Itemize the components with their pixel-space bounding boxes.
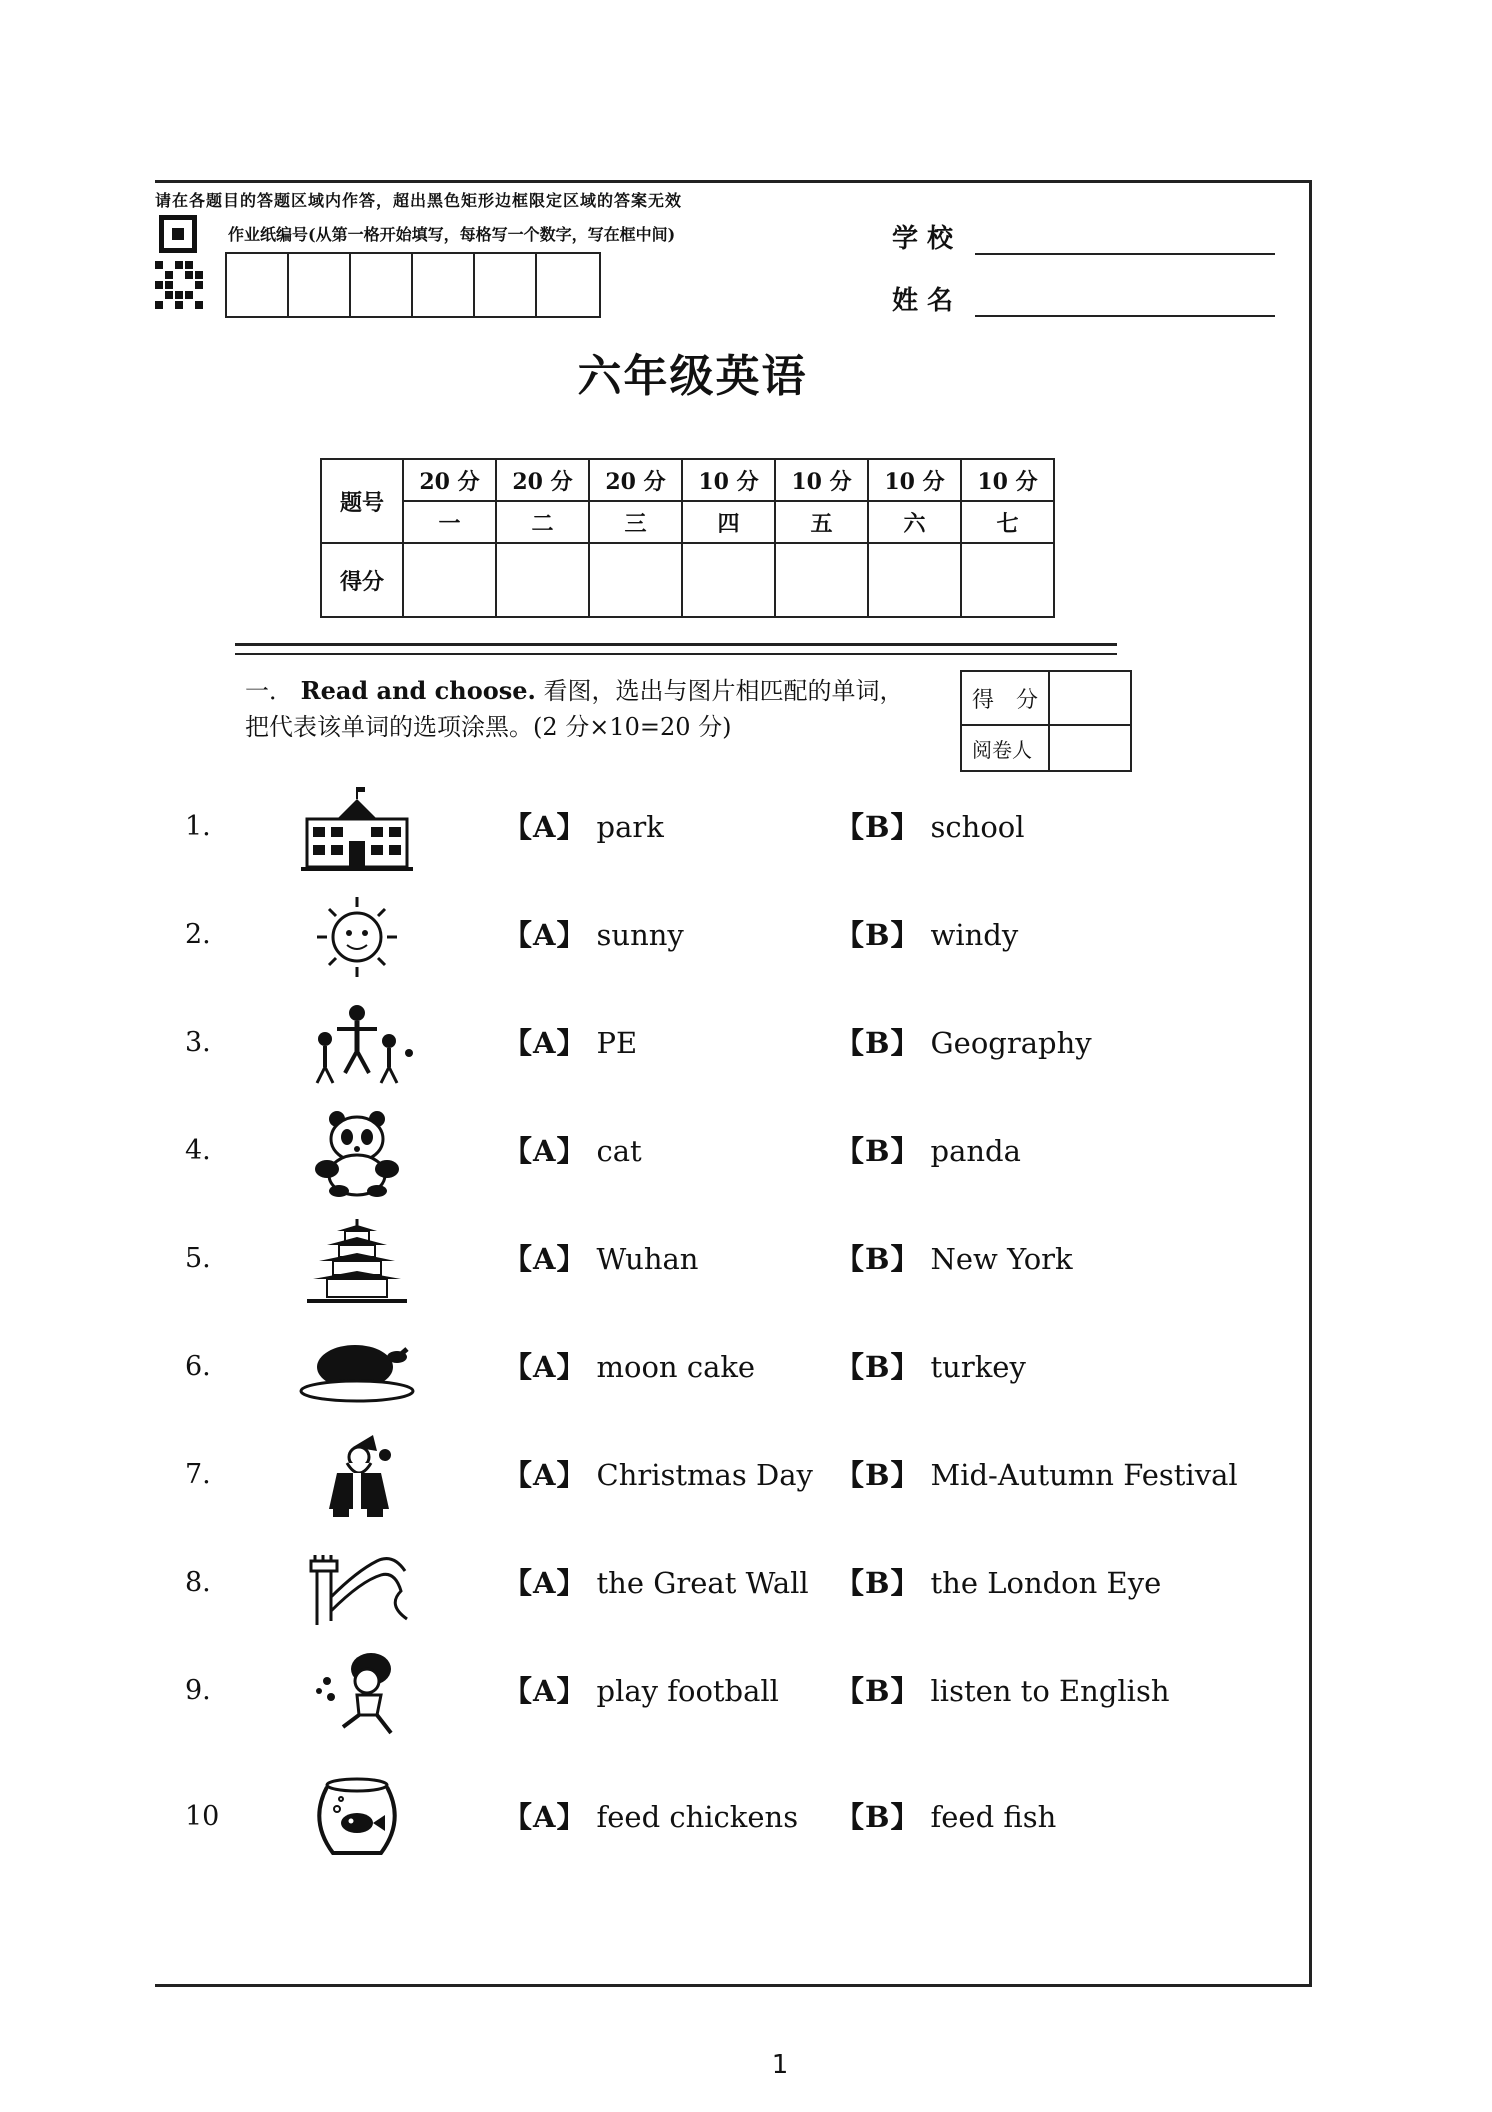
points-cell: 10 分 bbox=[775, 459, 868, 501]
score-input-cell[interactable] bbox=[403, 543, 496, 617]
sheet-id-digit-box[interactable] bbox=[475, 254, 537, 316]
option-a[interactable] bbox=[503, 1453, 813, 1494]
question-item bbox=[185, 785, 1235, 865]
score-input-cell[interactable] bbox=[589, 543, 682, 617]
option-a-mark: 【A】 bbox=[503, 1134, 587, 1168]
question-item bbox=[185, 1325, 1235, 1405]
section-number-cell: 五 bbox=[775, 501, 868, 543]
school-label: 学 校 bbox=[892, 224, 954, 254]
section-number-cell: 六 bbox=[868, 501, 961, 543]
question-item bbox=[185, 1775, 1235, 1855]
question-number: 6. bbox=[185, 1351, 211, 1382]
question-item bbox=[185, 893, 1235, 973]
option-a-text: PE bbox=[596, 1026, 638, 1060]
option-b[interactable] bbox=[835, 1129, 1021, 1170]
option-b-mark: 【B】 bbox=[835, 1800, 921, 1834]
option-b-mark: 【B】 bbox=[835, 1350, 921, 1384]
section1-marker-table bbox=[960, 670, 1132, 772]
option-b-text: turkey bbox=[930, 1350, 1026, 1384]
school-input-line[interactable] bbox=[975, 227, 1275, 255]
question-item bbox=[185, 1541, 1235, 1621]
section-number-cell: 二 bbox=[496, 501, 589, 543]
option-b[interactable] bbox=[835, 1669, 1170, 1710]
section-number-cell: 七 bbox=[961, 501, 1054, 543]
score-input-cell[interactable] bbox=[961, 543, 1054, 617]
score-input-cell[interactable] bbox=[868, 543, 961, 617]
option-a-text: Christmas Day bbox=[596, 1458, 813, 1492]
marker-score-input[interactable] bbox=[1049, 671, 1131, 725]
option-b[interactable] bbox=[835, 913, 1018, 954]
option-a-mark: 【A】 bbox=[503, 1458, 587, 1492]
question-item bbox=[185, 1109, 1235, 1189]
page-number: 1 bbox=[771, 2050, 789, 2080]
qr-code-icon bbox=[155, 215, 202, 325]
option-b-text: Mid-Autumn Festival bbox=[930, 1458, 1238, 1492]
option-b[interactable] bbox=[835, 1561, 1161, 1602]
sheet-id-boxes bbox=[225, 252, 601, 318]
score-input-cell[interactable] bbox=[775, 543, 868, 617]
section1-heading: Read and choose. bbox=[300, 676, 536, 705]
option-a[interactable] bbox=[503, 1345, 755, 1386]
option-a[interactable] bbox=[503, 1021, 637, 1062]
santa-claus-icon bbox=[297, 1433, 417, 1521]
question-item bbox=[185, 1649, 1235, 1729]
option-a[interactable] bbox=[503, 1561, 809, 1602]
question-item bbox=[185, 1217, 1235, 1297]
score-table bbox=[320, 458, 1055, 618]
sheet-id-digit-box[interactable] bbox=[537, 254, 599, 316]
name-label: 姓 名 bbox=[892, 286, 954, 316]
sheet-id-digit-box[interactable] bbox=[227, 254, 289, 316]
points-cell: 10 分 bbox=[868, 459, 961, 501]
marker-score-label: 得 分 bbox=[961, 671, 1049, 725]
option-a-text: sunny bbox=[596, 918, 684, 952]
question-number: 4. bbox=[185, 1135, 211, 1166]
option-b[interactable] bbox=[835, 1021, 1092, 1062]
option-b-mark: 【B】 bbox=[835, 1674, 921, 1708]
option-b-text: windy bbox=[930, 918, 1019, 952]
roast-turkey-icon bbox=[297, 1325, 417, 1413]
section1-prefix: 一． bbox=[245, 677, 293, 705]
option-b-mark: 【B】 bbox=[835, 1566, 921, 1600]
option-b-text: Geography bbox=[930, 1026, 1092, 1060]
option-a-text: Wuhan bbox=[596, 1242, 699, 1276]
section-number-cell: 一 bbox=[403, 501, 496, 543]
option-b-text: listen to English bbox=[930, 1674, 1170, 1708]
option-a-text: moon cake bbox=[596, 1350, 756, 1384]
question-number: 2. bbox=[185, 919, 211, 950]
sheet-id-label: 作业纸编号(从第一格开始填写，每格写一个数字，写在框中间) bbox=[228, 225, 676, 244]
question-item bbox=[185, 1001, 1235, 1081]
points-cell: 20 分 bbox=[403, 459, 496, 501]
option-b-text: panda bbox=[930, 1134, 1021, 1168]
points-cell: 10 分 bbox=[961, 459, 1054, 501]
points-cell: 20 分 bbox=[589, 459, 682, 501]
sheet-id-digit-box[interactable] bbox=[413, 254, 475, 316]
school-building-icon bbox=[297, 785, 417, 873]
option-a-text: park bbox=[596, 810, 664, 844]
option-a-mark: 【A】 bbox=[503, 1566, 587, 1600]
score-input-cell[interactable] bbox=[682, 543, 775, 617]
option-b[interactable] bbox=[835, 1237, 1073, 1278]
sheet-id-digit-box[interactable] bbox=[289, 254, 351, 316]
score-row-label: 得分 bbox=[321, 543, 403, 617]
option-a[interactable] bbox=[503, 1129, 642, 1170]
option-b[interactable] bbox=[835, 1795, 1056, 1836]
question-number: 1. bbox=[185, 811, 211, 842]
option-a[interactable] bbox=[503, 805, 664, 846]
question-number: 10 bbox=[185, 1801, 220, 1832]
option-b[interactable] bbox=[835, 805, 1025, 846]
great-wall-icon bbox=[297, 1541, 417, 1629]
option-a-mark: 【A】 bbox=[503, 1674, 587, 1708]
question-item bbox=[185, 1433, 1238, 1513]
question-number: 7. bbox=[185, 1459, 211, 1490]
option-b-mark: 【B】 bbox=[835, 810, 921, 844]
yellow-crane-tower-icon bbox=[297, 1217, 417, 1305]
page-title: 六年级英语 bbox=[577, 351, 808, 402]
option-a[interactable] bbox=[503, 913, 684, 954]
score-input-cell[interactable] bbox=[496, 543, 589, 617]
name-input-line[interactable] bbox=[975, 289, 1275, 317]
option-b-mark: 【B】 bbox=[835, 1134, 921, 1168]
section1-line1: 看图，选出与图片相匹配的单词， bbox=[543, 677, 904, 705]
section-divider bbox=[235, 643, 1117, 655]
section1-line2: 把代表该单词的选项涂黑。(2 分×10=20 分) bbox=[245, 713, 732, 741]
section-number-cell: 四 bbox=[682, 501, 775, 543]
option-b-mark: 【B】 bbox=[835, 1458, 921, 1492]
option-b-mark: 【B】 bbox=[835, 1242, 921, 1276]
children-exercising-icon bbox=[297, 1001, 417, 1089]
points-cell: 20 分 bbox=[496, 459, 589, 501]
option-a[interactable] bbox=[503, 1795, 798, 1836]
option-a-mark: 【A】 bbox=[503, 1242, 587, 1276]
option-b-mark: 【B】 bbox=[835, 918, 921, 952]
option-b-text: New York bbox=[930, 1242, 1073, 1276]
marker-grader-label: 阅卷人 bbox=[961, 725, 1049, 771]
option-b-text: the London Eye bbox=[930, 1566, 1162, 1600]
sheet-id-digit-box[interactable] bbox=[351, 254, 413, 316]
option-a[interactable] bbox=[503, 1237, 698, 1278]
option-a-text: play football bbox=[596, 1674, 779, 1708]
option-b[interactable] bbox=[835, 1345, 1026, 1386]
option-a-text: feed chickens bbox=[596, 1800, 799, 1834]
boy-listening-icon bbox=[297, 1649, 417, 1737]
option-a-mark: 【A】 bbox=[503, 810, 587, 844]
sun-icon bbox=[297, 893, 417, 981]
answer-area-notice: 请在各题目的答题区域内作答，超出黑色矩形边框限定区域的答案无效 bbox=[155, 191, 683, 210]
question-number: 8. bbox=[185, 1567, 211, 1598]
panda-icon bbox=[297, 1109, 417, 1197]
school-field bbox=[892, 218, 1275, 255]
option-a[interactable] bbox=[503, 1669, 779, 1710]
name-field bbox=[892, 280, 1275, 317]
question-number: 5. bbox=[185, 1243, 211, 1274]
option-a-mark: 【A】 bbox=[503, 1350, 587, 1384]
option-a-mark: 【A】 bbox=[503, 918, 587, 952]
score-table-header-label: 题号 bbox=[321, 459, 403, 543]
option-b-text: school bbox=[930, 810, 1025, 844]
question-number: 3. bbox=[185, 1027, 211, 1058]
option-a-text: cat bbox=[596, 1134, 642, 1168]
section-number-cell: 三 bbox=[589, 501, 682, 543]
marker-grader-input[interactable] bbox=[1049, 725, 1131, 771]
section1-instructions bbox=[245, 673, 945, 745]
option-b-text: feed fish bbox=[930, 1800, 1057, 1834]
option-b-mark: 【B】 bbox=[835, 1026, 921, 1060]
fish-bowl-icon bbox=[297, 1775, 417, 1863]
option-a-mark: 【A】 bbox=[503, 1026, 587, 1060]
question-number: 9. bbox=[185, 1675, 211, 1706]
option-b[interactable] bbox=[835, 1453, 1238, 1494]
option-a-mark: 【A】 bbox=[503, 1800, 587, 1834]
points-cell: 10 分 bbox=[682, 459, 775, 501]
option-a-text: the Great Wall bbox=[596, 1566, 809, 1600]
